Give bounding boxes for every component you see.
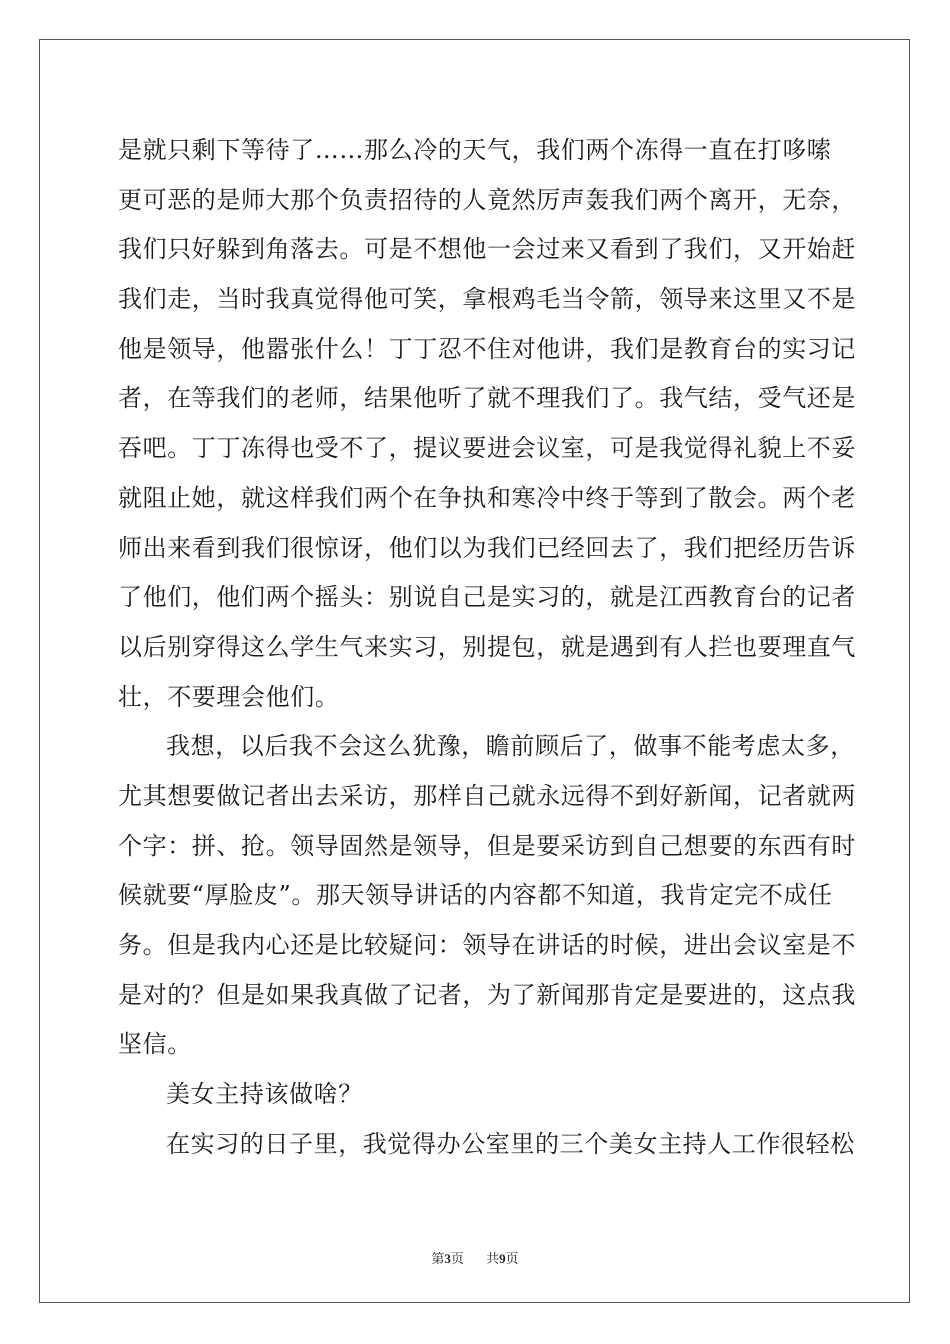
text-line: 壮，不要理会他们。	[118, 682, 340, 711]
text-line: 他是领导，他嚣张什么！丁丁忍不住对他讲，我们是教育台的实习记	[118, 334, 856, 363]
text-line: 我们只好躲到角落去。可是不想他一会过来又看到了我们，又开始赶	[118, 235, 856, 264]
document-body	[118, 126, 856, 1169]
text-line: 是就只剩下等待了……那么冷的天气，我们两个冻得一直在打哆嗦	[118, 136, 832, 164]
text-line: 者，在等我们的老师，结果他听了就不理我们了。我气结，受气还是	[118, 384, 856, 413]
section-heading: 美女主持该做啥？	[166, 1080, 363, 1109]
text-line: 了他们，他们两个摇头：别说自己是实习的，就是江西教育台的记者	[118, 583, 856, 612]
text-line: 吞吧。丁丁冻得也受不了，提议要进会议室，可是我觉得礼貌上不妥	[118, 434, 856, 463]
text-line: 我想，以后我不会这么犹豫，瞻前顾后了，做事不能考虑太多，	[166, 732, 855, 761]
text-line: 就阻止她，就这样我们两个在争执和寒冷中终于等到了散会。两个老	[118, 483, 856, 512]
text-line: 尤其想要做记者出去采访，那样自己就永远得不到好新闻，记者就两	[118, 781, 856, 810]
text-line: 候就要“厚脸皮”。那天领导讲话的内容都不知道，我肯定完不成任	[118, 881, 833, 910]
text-line: 坚信。	[118, 1030, 192, 1059]
text-line: 务。但是我内心还是比较疑问：领导在讲话的时候，进出会议室是不	[118, 931, 856, 959]
text-line: 我们走，当时我真觉得他可笑，拿根鸡毛当令箭，领导来这里又不是	[118, 285, 856, 314]
text-line: 个字：拼、抢。领导固然是领导，但是要采访到自己想要的东西有时	[118, 831, 856, 860]
page-footer	[0, 1248, 950, 1267]
text-line: 以后别穿得这么学生气来实习，别提包，就是遇到有人拦也要理直气	[118, 632, 856, 661]
page-number: 第3页	[431, 1251, 464, 1267]
text-line: 在实习的日子里，我觉得办公室里的三个美女主持人工作很轻松	[166, 1129, 855, 1158]
text-line: 师出来看到我们很惊讶，他们以为我们已经回去了，我们把经历告诉	[118, 533, 856, 562]
page-total: 共9页	[486, 1251, 519, 1267]
text-line: 是对的？但是如果我真做了记者，为了新闻那肯定是要进的，这点我	[118, 980, 856, 1009]
text-line: 更可恶的是师大那个负责招待的人竟然厉声轰我们两个离开，无奈，	[118, 185, 856, 214]
